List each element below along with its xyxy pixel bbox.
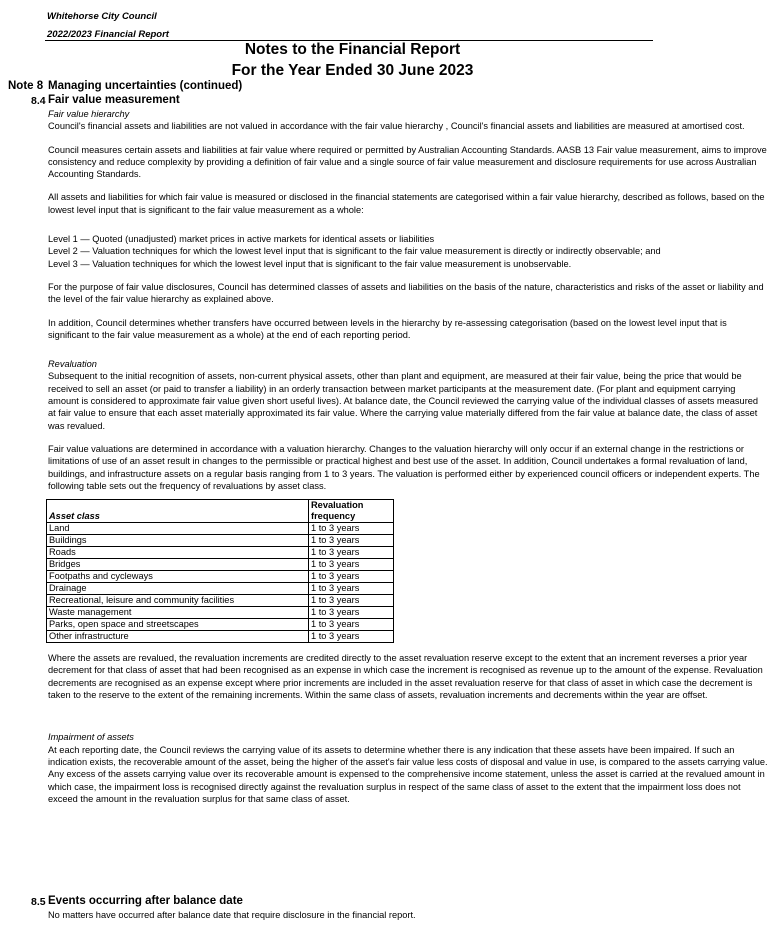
asset-class-cell: Land bbox=[47, 523, 309, 535]
paragraph: Where the assets are revalued, the revaluation increments are credited directly to the asset revaluation reserve except to the extent that an increment reverses a prior year decrement for that class of asset that had been recognised as an expense in which case the increment is recognised as revenue up to the amount of the expense. Revaluation decrements are recognised as an expense except where prior increments are included in the asset revaluation reserve for that class of asset in which case the decrement is taken to the reserve to the extent of the remaining increments. Within the same class of assets, revaluation increments and decrements within the year are offset. bbox=[48, 653, 763, 701]
asset-class-cell: Recreational, leisure and community facilities bbox=[47, 595, 309, 607]
paragraph: For the purpose of fair value disclosures, Council has determined classes of assets and liabilities on the basis of the nature, characteristics and risks of the asset or liability and the level of the fair value hierarchy as explained above. bbox=[48, 281, 764, 305]
frequency-cell: 1 to 3 years bbox=[309, 571, 394, 583]
table-row bbox=[47, 523, 394, 535]
paragraph: In addition, Council determines whether transfers have occurred between levels in the hierarchy by re-assessing categorisation (based on the lowest level input that is significant to the fair value measurement as a whole) at the end of each reporting period. bbox=[48, 317, 727, 340]
frequency-cell: 1 to 3 years bbox=[309, 607, 394, 619]
level-1-item: Level 1 — Quoted (unadjusted) market prices in active markets for identical assets or liabilities bbox=[48, 234, 435, 245]
asset-class-cell: Waste management bbox=[47, 607, 309, 619]
table-row bbox=[47, 619, 394, 631]
section-8-5-title: Events occurring after balance date bbox=[48, 895, 243, 907]
header-organisation: Whitehorse City Council bbox=[47, 11, 157, 22]
subheading-fair-value-hierarchy: Fair value hierarchy bbox=[48, 109, 130, 119]
table-row bbox=[47, 535, 394, 547]
subheading-revaluation: Revaluation bbox=[48, 359, 97, 370]
section-8-4-body bbox=[48, 108, 768, 805]
header-report-name: 2022/2023 Financial Report bbox=[47, 29, 169, 40]
section-8-4-title: Fair value measurement bbox=[48, 94, 180, 106]
note-title: Managing uncertainties (continued) bbox=[48, 80, 243, 92]
table-row bbox=[47, 595, 394, 607]
frequency-cell: 1 to 3 years bbox=[309, 547, 394, 559]
level-2-item: Level 2 — Valuation techniques for which the lowest level input that is significant to the fair value measurement is directly or indirectly observable; and bbox=[48, 246, 661, 257]
section-8-5-paragraph: No matters have occurred after balance date that require disclosure in the financial report. bbox=[48, 910, 416, 920]
column-header-line: Revaluation bbox=[311, 500, 364, 511]
paragraph: Fair value valuations are determined in accordance with a valuation hierarchy. Changes to the valuation hierarchy will only occur if an external change in the restrictions or limitations of use of an asset result in changes to the permissible or practical highest and best use of the asset. In addition, Council undertakes a formal revaluation of land, buildings, and infrastructure assets on a regular basis ranging from 1 to 3 years. The valuation is performed either by experienced council officers or independent experts. The following table sets out the frequency of revaluations by asset class. bbox=[48, 443, 760, 491]
asset-class-cell: Other infrastructure bbox=[47, 631, 309, 643]
table-header-row bbox=[47, 500, 394, 523]
paragraph: Council measures certain assets and liabilities at fair value where required or permitted by Australian Accounting Standards. AASB 13 Fair value measurement, aims to improve consistency and reduce complexity by providing a definition of fair value and a single source of fair value measurement and disclosure requirements for use across Australian Accounting Standards. bbox=[48, 144, 767, 180]
table-row bbox=[47, 583, 394, 595]
asset-class-cell: Roads bbox=[47, 547, 309, 559]
frequency-cell: 1 to 3 years bbox=[309, 535, 394, 547]
page-subtitle: For the Year Ended 30 June 2023 bbox=[231, 62, 474, 79]
revaluation-frequency-table bbox=[46, 499, 394, 643]
section-8-4-number: 8.4 bbox=[31, 95, 46, 107]
paragraph: Council's financial assets and liabilities are not valued in accordance with the fair value hierarchy , Council's financial assets and liabilities are measured at amortised cost. bbox=[48, 121, 745, 132]
asset-class-cell: Footpaths and cycleways bbox=[47, 571, 309, 583]
table-row bbox=[47, 559, 394, 571]
page-title: Notes to the Financial Report bbox=[244, 41, 461, 58]
asset-class-cell: Drainage bbox=[47, 583, 309, 595]
level-3-item: Level 3 — Valuation techniques for which the lowest level input that is significant to the fair value measurement is unobservable. bbox=[48, 258, 572, 269]
table-row bbox=[47, 571, 394, 583]
frequency-cell: 1 to 3 years bbox=[309, 595, 394, 607]
frequency-cell: 1 to 3 years bbox=[309, 631, 394, 643]
table-row bbox=[47, 607, 394, 619]
column-header-revaluation-frequency bbox=[309, 500, 394, 523]
column-header-asset-class: Asset class bbox=[47, 500, 309, 523]
subheading-impairment-of-assets: Impairment of assets bbox=[48, 732, 134, 743]
paragraph: At each reporting date, the Council reviews the carrying value of its assets to determine whether there is any indication that these assets have been impaired. If such an indication exists, the recoverable amount of the asset, being the higher of the asset's fair value less costs of disposal and value in use, is compared to the assets carrying value. Any excess of the assets carrying value over its recoverable amount is expensed to the comprehensive income statement, unless the asset is carried at the revalued amount in which case, the impairment loss is recognised directly against the revaluation surplus in respect of the same class of asset to the extent that the impairment loss does not exceed the amount in the revaluation surplus for that same class of asset. bbox=[48, 744, 768, 804]
asset-class-cell: Parks, open space and streetscapes bbox=[47, 619, 309, 631]
frequency-cell: 1 to 3 years bbox=[309, 559, 394, 571]
frequency-cell: 1 to 3 years bbox=[309, 523, 394, 535]
asset-class-cell: Bridges bbox=[47, 559, 309, 571]
table-row bbox=[47, 547, 394, 559]
table-row bbox=[47, 631, 394, 643]
note-number: Note 8 bbox=[8, 80, 44, 92]
frequency-cell: 1 to 3 years bbox=[309, 619, 394, 631]
section-8-5-number: 8.5 bbox=[31, 896, 46, 908]
paragraph: Subsequent to the initial recognition of assets, non-current physical assets, other than plant and equipment, are measured at their fair value, being the price that would be received to sell an asset (or paid to transfer a liability) in an orderly transaction between market participants at the measurement date. (For plant and equipment carrying amount is considered to approximate fair value given short useful lives). At balance date, the Council reviewed the carrying value of the individual classes of assets measured at fair value to ensure that each asset materially approximated its fair value. Where the carrying value materially differed from the fair value at balance date, the class of asset was revalued. bbox=[48, 371, 759, 431]
paragraph: All assets and liabilities for which fair value is measured or disclosed in the financial statements are categorised within a fair value hierarchy, described as follows, based on the lowest level input that is significant to the fair value measurement as a whole: bbox=[48, 192, 765, 215]
column-header-line: frequency bbox=[311, 511, 356, 522]
frequency-cell: 1 to 3 years bbox=[309, 583, 394, 595]
asset-class-cell: Buildings bbox=[47, 535, 309, 547]
